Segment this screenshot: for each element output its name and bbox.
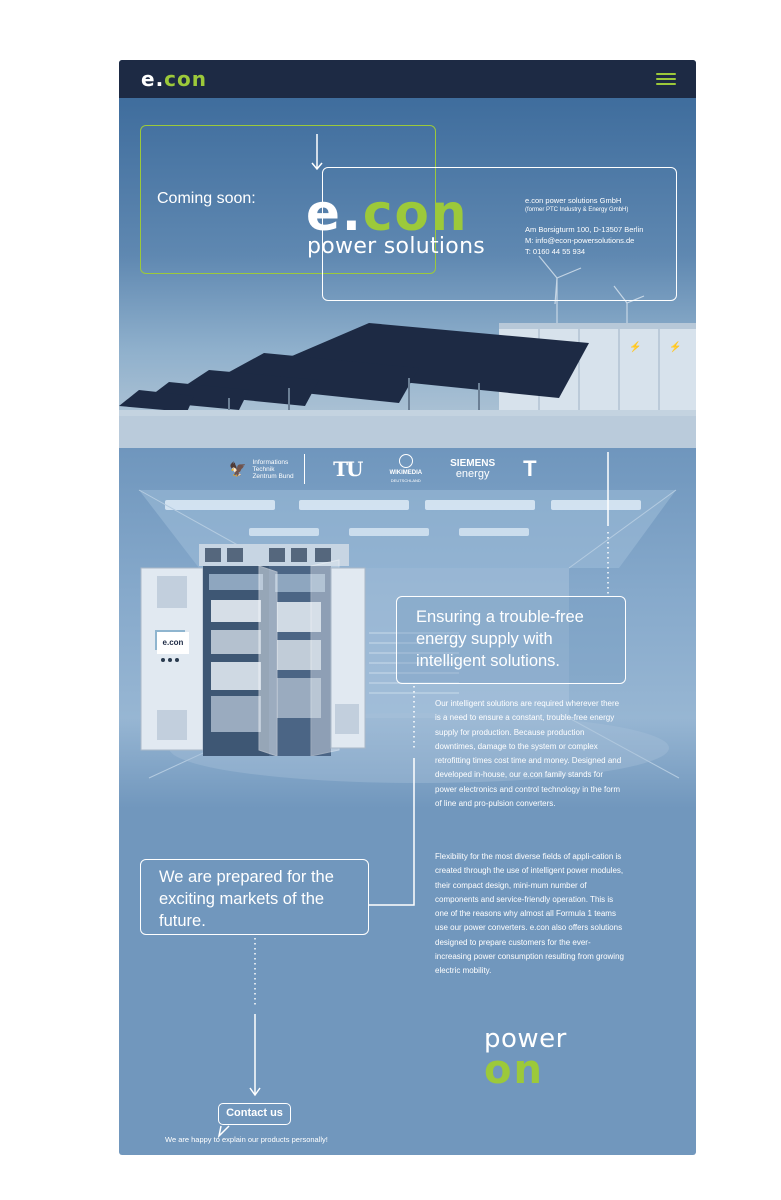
itzbund-line-1: Informations	[252, 458, 289, 466]
eagle-icon: 🦅	[229, 460, 247, 477]
logo-small-part-e: e.	[141, 67, 165, 91]
contact-note: We are happy to explain our products personally!	[165, 1135, 328, 1144]
itzbund-line-3: Zentrum Bund	[252, 472, 294, 480]
power-on-logo	[484, 1024, 567, 1093]
wikimedia-sublabel: DEUTSCHLAND	[390, 478, 421, 483]
coming-soon-label: Coming soon:	[157, 190, 256, 207]
company-former-name: (former PTC Industry & Energy GmbH)	[525, 207, 629, 213]
logo-part-e: e.	[306, 184, 363, 242]
intro-paragraph: Our intelligent solutions are required wherever there is a need to ensure a constant, trouble-free energy supply for production. Because production downtimes, damage to the system or complex retrofitting times cost time and money. Designed and developed in-house, our e.con family stands for power electronics and control technology in the form of line and pro-pulsion converters.	[435, 699, 622, 809]
company-mail[interactable]: M: info@econ-powersolutions.de	[525, 236, 635, 245]
siemens-energy-label: energy	[455, 468, 490, 480]
company-phone[interactable]: T: 0160 44 55 934	[525, 247, 586, 256]
svg-text:⚡: ⚡	[629, 342, 642, 353]
headline-text: Ensuring a trouble-free energy supply with intelligent solutions.	[416, 608, 584, 670]
landing-page	[119, 60, 696, 1155]
flexibility-paragraph: Flexibility for the most diverse fields of appli-cation is created through the use of intelligent power modules, their compact design, mini-mum number of components and service-friendly operation. This is one of the reasons why almost all Formula 1 teams use our power converters. e.con also offers solutions designed to prepare customers for the ever-increasing power consumption resulting from growing electric mobility.	[435, 852, 624, 976]
siemens-label: SIEMENS	[450, 458, 496, 469]
svg-text:⚡: ⚡	[669, 342, 682, 353]
headline-box	[396, 596, 626, 684]
main-content	[119, 60, 696, 1155]
company-name: e.con power solutions GmbH	[525, 196, 622, 205]
company-address: Am Borsigturm 100, D-13507 Berlin	[525, 225, 644, 234]
wikimedia-label: WIKIMEDIA	[389, 470, 423, 476]
tesla-logo-icon: T	[523, 456, 537, 481]
itzbund-line-2: Technik	[252, 465, 275, 473]
logo-small-part-con: con	[164, 67, 208, 91]
markets-text: We are prepared for the exciting markets of the future.	[159, 868, 334, 930]
power-on-word-power: power	[484, 1024, 567, 1054]
contact-us-button[interactable]: Contact us	[218, 1103, 291, 1125]
cabinet-screen-logo: e.con	[157, 632, 189, 654]
logo-subtitle: power solutions	[307, 234, 486, 259]
logo-part-con: con	[362, 184, 469, 242]
tu-logo-icon: TU	[333, 457, 362, 481]
power-on-word-on: on	[484, 1047, 544, 1093]
markets-box	[140, 859, 369, 935]
